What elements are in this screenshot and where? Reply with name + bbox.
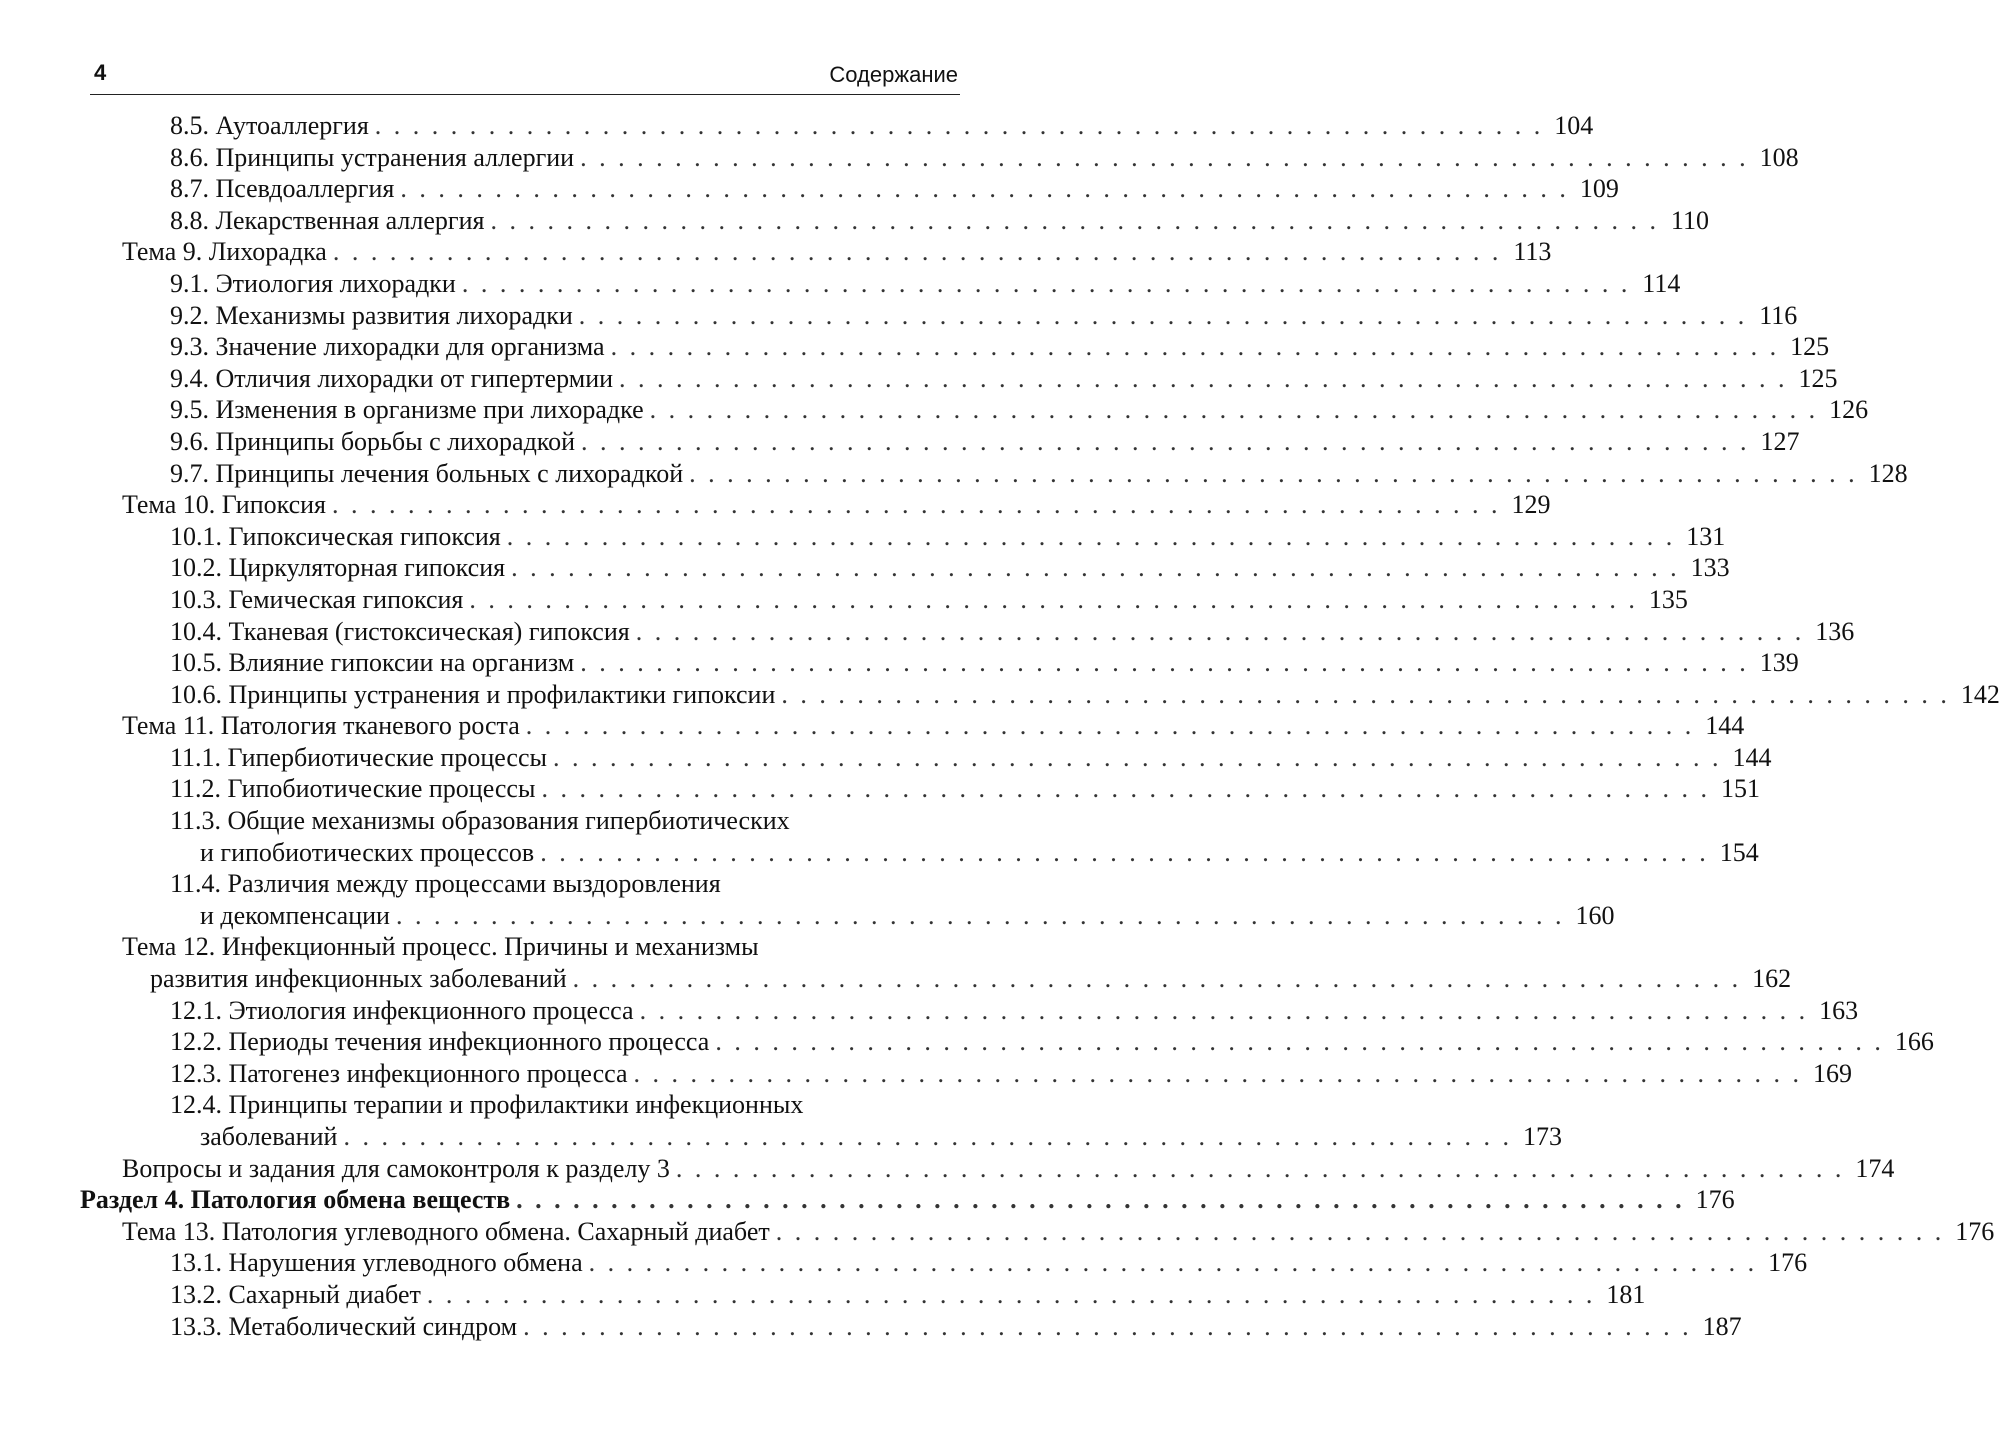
toc-entry-page: 114	[1642, 268, 1681, 298]
toc-entry[interactable]	[80, 584, 1688, 616]
toc-entry[interactable]	[80, 300, 1798, 332]
dot-leader: . . . . . . . . . . . . . . . . . . . . . . . . . . . . . . . . . . . . . . . . . . . . . . . . . . . . . . . . . . . . . .	[552, 742, 1722, 772]
dot-leader: . . . . . . . . . . . . . . . . . . . . . . . . . . . . . . . . . . . . . . . . . . . . . . . . . . . . . . . . . . . . . .	[374, 111, 1544, 140]
dot-leader: . . . . . . . . . . . . . . . . . . . . . . . . . . . . . . . . . . . . . . . . . . . . . . . . . . . . . . . . . . . . . .	[581, 426, 1750, 456]
toc-entry-title: 9.4. Отличия лихорадки от гипертермии	[170, 363, 614, 393]
dot-leader: . . . . . . . . . . . . . . . . . . . . . . . . . . . . . . . . . . . . . . . . . . . . . . . . . . . . . . . . . . . . . .	[395, 900, 1565, 930]
toc-entry[interactable]	[80, 236, 1552, 268]
toc-entry-page: 187	[1702, 1311, 1742, 1341]
toc-entry-page: 144	[1705, 711, 1745, 741]
toc-entry-title: 9.3. Значение лихорадки для организма	[170, 332, 605, 362]
toc-entry-page: 176	[1695, 1185, 1735, 1215]
toc-entry-page: 125	[1790, 332, 1830, 362]
toc-entry-title: Вопросы и задания для самоконтроля к разделу 3	[122, 1153, 670, 1183]
dot-leader: . . . . . . . . . . . . . . . . . . . . . . . . . . . . . . . . . . . . . . . . . . . . . . . . . . . . . . . . . . . . . .	[540, 837, 1709, 867]
toc-entry-page: 128	[1868, 458, 1908, 488]
toc-entry-title-first-line: Тема 12. Инфекционный процесс. Причины и механизмы	[122, 932, 759, 962]
dot-leader: . . . . . . . . . . . . . . . . . . . . . . . . . . . . . . . . . . . . . . . . . . . . . . . . . . . . . . . . . . . . . .	[578, 300, 1748, 330]
dot-leader: . . . . . . . . . . . . . . . . . . . . . . . . . . . . . . . . . . . . . . . . . . . . . . . . . . . . . . . . . . . . . .	[580, 142, 1749, 172]
toc-entry-page: 139	[1759, 648, 1799, 678]
toc-entry[interactable]	[80, 710, 1745, 742]
toc-entry[interactable]	[80, 931, 1792, 994]
toc-entry[interactable]	[80, 205, 1709, 237]
toc-entry-title: Тема 9. Лихорадка	[122, 237, 327, 267]
dot-leader: . . . . . . . . . . . . . . . . . . . . . . . . . . . . . . . . . . . . . . . . . . . . . . . . . . . . . . . . . . . . . .	[461, 268, 1631, 298]
toc-entry-page: 176	[1955, 1216, 1995, 1246]
toc-entry[interactable]	[80, 521, 1726, 553]
toc-entry[interactable]	[80, 489, 1551, 521]
toc-entry-page: 181	[1606, 1279, 1646, 1309]
toc-entry-page: 135	[1648, 584, 1688, 614]
toc-entry-page: 169	[1813, 1058, 1853, 1088]
toc-entry-title-first-line: 11.4. Различия между процессами выздоровления	[170, 869, 721, 899]
toc-entry-title: и декомпенсации	[200, 900, 390, 930]
toc-entry-title: 12.3. Патогенез инфекционного процесса	[170, 1058, 628, 1088]
toc-entry-title: и гипобиотических процессов	[200, 837, 535, 867]
toc-entry[interactable]	[80, 1184, 1735, 1216]
toc-entry-title: Тема 11. Патология тканевого роста	[122, 711, 520, 741]
toc-entry[interactable]	[80, 1089, 1562, 1152]
dot-leader: . . . . . . . . . . . . . . . . . . . . . . . . . . . . . . . . . . . . . . . . . . . . . . . . . . . . . . . . . . . . . .	[649, 395, 1819, 425]
toc-entry-page: 166	[1894, 1027, 1934, 1057]
toc-entry-page: 173	[1522, 1122, 1562, 1151]
toc-entry[interactable]	[80, 552, 1730, 584]
toc-entry-title: 10.3. Гемическая гипоксия	[170, 584, 464, 614]
toc-entry-title: 9.5. Изменения в организме при лихорадке	[170, 395, 644, 425]
toc-entry[interactable]	[80, 805, 1759, 868]
toc-entry-page: 163	[1819, 995, 1859, 1025]
toc-entry[interactable]	[80, 142, 1799, 174]
toc-entry[interactable]	[80, 1279, 1646, 1311]
toc-entry-title-first-line: 11.3. Общие механизмы образования гипербиотических	[170, 806, 790, 836]
toc-entry-title: 13.1. Нарушения углеводного обмена	[170, 1248, 583, 1278]
toc-entry-title: 10.6. Принципы устранения и профилактики гипоксии	[170, 679, 776, 709]
dot-leader: . . . . . . . . . . . . . . . . . . . . . . . . . . . . . . . . . . . . . . . . . . . . . . . . . . . . . . . . . . . . . .	[469, 584, 1638, 614]
toc-entry-page: 133	[1690, 553, 1730, 583]
toc-entry-page: 127	[1760, 426, 1800, 456]
toc-entry[interactable]	[80, 110, 1594, 142]
toc-entry-page: 160	[1575, 900, 1615, 930]
toc-entry-page: 104	[1554, 111, 1594, 140]
table-of-contents	[80, 110, 2000, 1342]
toc-entry-page: 174	[1855, 1153, 1895, 1183]
toc-entry[interactable]	[80, 1247, 1808, 1279]
dot-leader: . . . . . . . . . . . . . . . . . . . . . . . . . . . . . . . . . . . . . . . . . . . . . . . . . . . . . . . . . . . . . .	[506, 521, 1676, 551]
toc-entry-page: 154	[1719, 837, 1759, 867]
dot-leader: . . . . . . . . . . . . . . . . . . . . . . . . . . . . . . . . . . . . . . . . . . . . . . . . . . . . . . . . . . . . . .	[525, 711, 1695, 741]
toc-entry[interactable]	[80, 995, 1859, 1027]
dot-leader: . . . . . . . . . . . . . . . . . . . . . . . . . . . . . . . . . . . . . . . . . . . . . . . . . . . . . . . . . . . . . .	[675, 1153, 1845, 1183]
toc-entry-title: развития инфекционных заболеваний	[150, 964, 567, 994]
toc-entry[interactable]	[80, 1216, 1995, 1248]
toc-entry-page: 136	[1815, 616, 1855, 646]
toc-entry-title: 10.5. Влияние гипоксии на организм	[170, 648, 575, 678]
dot-leader: . . . . . . . . . . . . . . . . . . . . . . . . . . . . . . . . . . . . . . . . . . . . . . . . . . . . . . . . . . . . . .	[633, 1058, 1803, 1088]
toc-entry-title: Тема 13. Патология углеводного обмена. Сахарный диабет	[122, 1216, 770, 1246]
toc-entry-title-first-line: 12.4. Принципы терапии и профилактики инфекционных	[170, 1090, 804, 1120]
toc-entry[interactable]	[80, 773, 1760, 805]
toc-entry-title: 8.7. Псевдоаллергия	[170, 174, 395, 204]
toc-entry-title: 8.8. Лекарственная аллергия	[170, 205, 485, 235]
toc-entry[interactable]	[80, 458, 1908, 490]
toc-entry-page: 113	[1513, 237, 1552, 267]
dot-leader: . . . . . . . . . . . . . . . . . . . . . . . . . . . . . . . . . . . . . . . . . . . . . . . . . . . . . . . . . . . . . .	[689, 458, 1858, 488]
toc-entry-page: 108	[1759, 142, 1799, 172]
toc-entry-title: заболеваний	[200, 1122, 338, 1151]
toc-entry-page: 110	[1670, 205, 1709, 235]
dot-leader: . . . . . . . . . . . . . . . . . . . . . . . . . . . . . . . . . . . . . . . . . . . . . . . . . . . . . . . . . . . . . .	[426, 1279, 1596, 1309]
toc-entry[interactable]	[80, 173, 1619, 205]
dot-leader: . . . . . . . . . . . . . . . . . . . . . . . . . . . . . . . . . . . . . . . . . . . . . . . . . . . . . . . . . . . . . .	[332, 490, 1501, 520]
toc-entry[interactable]	[80, 426, 1800, 458]
dot-leader: . . . . . . . . . . . . . . . . . . . . . . . . . . . . . . . . . . . . . . . . . . . . . . . . . . . . . . . . . . . . . .	[588, 1248, 1758, 1278]
toc-entry[interactable]	[80, 1311, 1742, 1343]
toc-entry[interactable]	[80, 679, 2000, 711]
dot-leader: . . . . . . . . . . . . . . . . . . . . . . . . . . . . . . . . . . . . . . . . . . . . . . . . . . . . . . . . . . . . . .	[523, 1311, 1692, 1341]
dot-leader: . . . . . . . . . . . . . . . . . . . . . . . . . . . . . . . . . . . . . . . . . . . . . . . . . . . . . . . . . . . . . .	[511, 553, 1680, 583]
dot-leader: . . . . . . . . . . . . . . . . . . . . . . . . . . . . . . . . . . . . . . . . . . . . . . . . . . . . . . . . . . . . . .	[343, 1122, 1512, 1151]
toc-entry-page: 116	[1759, 300, 1798, 330]
dot-leader: . . . . . . . . . . . . . . . . . . . . . . . . . . . . . . . . . . . . . . . . . . . . . . . . . . . . . . . . . . . . . .	[572, 964, 1742, 994]
toc-entry-title: 13.3. Метаболический синдром	[170, 1311, 518, 1341]
toc-entry[interactable]	[80, 1026, 1934, 1058]
dot-leader: . . . . . . . . . . . . . . . . . . . . . . . . . . . . . . . . . . . . . . . . . . . . . . . . . . . . . . . . . . . . . .	[781, 679, 1950, 709]
toc-entry[interactable]	[80, 868, 1615, 931]
toc-entry-page: 129	[1511, 490, 1551, 520]
toc-entry[interactable]	[80, 268, 1681, 300]
toc-entry-title: 9.1. Этиология лихорадки	[170, 268, 456, 298]
toc-entry-title: 8.6. Принципы устранения аллергии	[170, 142, 575, 172]
dot-leader: . . . . . . . . . . . . . . . . . . . . . . . . . . . . . . . . . . . . . . . . . . . . . . . . . . . . . . . . . . . . . .	[610, 332, 1780, 362]
toc-entry-title: 10.4. Тканевая (гистоксическая) гипоксия	[170, 616, 630, 646]
toc-entry-title: 12.1. Этиология инфекционного процесса	[170, 995, 634, 1025]
toc-entry[interactable]	[80, 331, 1830, 363]
toc-entry[interactable]	[80, 647, 1799, 679]
toc-entry-title: 12.2. Периоды течения инфекционного процесса	[170, 1027, 710, 1057]
toc-entry-page: 131	[1686, 521, 1726, 551]
toc-entry-title: 9.2. Механизмы развития лихорадки	[170, 300, 573, 330]
toc-entry[interactable]	[80, 394, 1869, 426]
toc-entry[interactable]	[80, 363, 1838, 395]
toc-entry-title: 10.2. Циркуляторная гипоксия	[170, 553, 506, 583]
toc-entry-title: Тема 10. Гипоксия	[122, 490, 327, 520]
toc-entry-title: 9.7. Принципы лечения больных с лихорадкой	[170, 458, 684, 488]
page-header	[90, 58, 960, 95]
dot-leader: . . . . . . . . . . . . . . . . . . . . . . . . . . . . . . . . . . . . . . . . . . . . . . . . . . . . . . . . . . . . . .	[619, 363, 1788, 393]
dot-leader: . . . . . . . . . . . . . . . . . . . . . . . . . . . . . . . . . . . . . . . . . . . . . . . . . . . . . . . . . . . . . .	[715, 1027, 1884, 1057]
dot-leader: . . . . . . . . . . . . . . . . . . . . . . . . . . . . . . . . . . . . . . . . . . . . . . . . . . . . . . . . . . . . . .	[639, 995, 1809, 1025]
toc-entry-title: 10.1. Гипоксическая гипоксия	[170, 521, 501, 551]
toc-entry-title: 13.2. Сахарный диабет	[170, 1279, 421, 1309]
dot-leader: . . . . . . . . . . . . . . . . . . . . . . . . . . . . . . . . . . . . . . . . . . . . . . . . . . . . . . . . . . . . . .	[541, 774, 1710, 804]
toc-entry-title: 11.2. Гипобиотические процессы	[170, 774, 536, 804]
toc-entry-title: 11.1. Гипербиотические процессы	[170, 742, 547, 772]
toc-entry-page: 151	[1720, 774, 1760, 804]
toc-entry[interactable]	[80, 1058, 1853, 1090]
toc-entry-page: 144	[1732, 742, 1772, 772]
toc-entry-page: 125	[1798, 363, 1838, 393]
dot-leader: . . . . . . . . . . . . . . . . . . . . . . . . . . . . . . . . . . . . . . . . . . . . . . . . . . . . . . . . . . . . . .	[400, 174, 1569, 204]
toc-entry[interactable]	[80, 742, 1772, 774]
toc-entry-title: Раздел 4. Патология обмена веществ	[80, 1185, 511, 1215]
toc-entry-page: 176	[1768, 1248, 1808, 1278]
dot-leader: . . . . . . . . . . . . . . . . . . . . . . . . . . . . . . . . . . . . . . . . . . . . . . . . . . . . . . . . . . . . . .	[516, 1185, 1685, 1215]
dot-leader: . . . . . . . . . . . . . . . . . . . . . . . . . . . . . . . . . . . . . . . . . . . . . . . . . . . . . . . . . . . . . .	[580, 648, 1749, 678]
dot-leader: . . . . . . . . . . . . . . . . . . . . . . . . . . . . . . . . . . . . . . . . . . . . . . . . . . . . . . . . . . . . . .	[775, 1216, 1945, 1246]
dot-leader: . . . . . . . . . . . . . . . . . . . . . . . . . . . . . . . . . . . . . . . . . . . . . . . . . . . . . . . . . . . . . .	[490, 205, 1659, 235]
dot-leader: . . . . . . . . . . . . . . . . . . . . . . . . . . . . . . . . . . . . . . . . . . . . . . . . . . . . . . . . . . . . . .	[635, 616, 1805, 646]
toc-entry-title: 8.5. Аутоаллергия	[170, 111, 369, 140]
toc-entry-title: 9.6. Принципы борьбы с лихорадкой	[170, 426, 576, 456]
toc-entry[interactable]	[80, 616, 1855, 648]
toc-entry-page: 109	[1579, 174, 1619, 204]
toc-entry[interactable]	[80, 1153, 1895, 1185]
page-number: 4	[94, 60, 107, 85]
toc-entry-page: 142	[1960, 679, 2000, 709]
running-head: Содержание	[829, 62, 958, 87]
toc-entry-page: 126	[1829, 395, 1869, 425]
dot-leader: . . . . . . . . . . . . . . . . . . . . . . . . . . . . . . . . . . . . . . . . . . . . . . . . . . . . . . . . . . . . . .	[332, 237, 1502, 267]
toc-entry-page: 162	[1752, 964, 1792, 994]
